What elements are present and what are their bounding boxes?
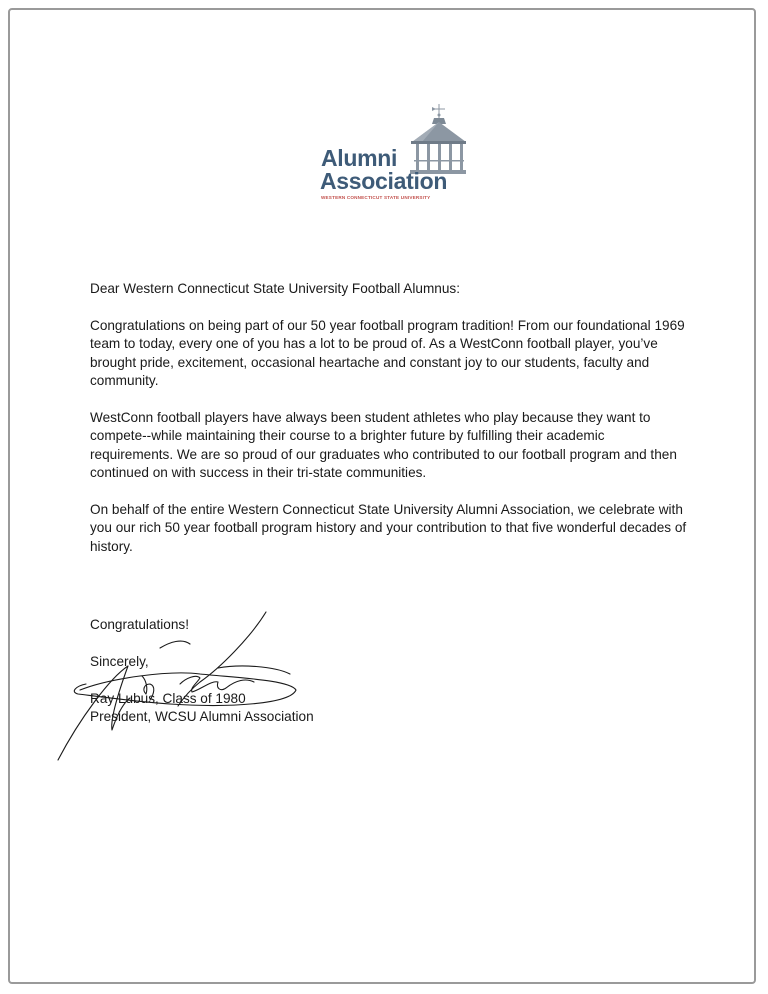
paragraph-1: Congratulations on being part of our 50 year football program tradition! From our foundational 1969 team to today, every one of you has a lot to be proud of. As a WestConn football player, you’ve brought pride, excitement, occasional heartache and constant joy to our students, faculty and community.: [90, 317, 685, 389]
paragraph-2: WestConn football players have always been student athletes who play because they want to compete--while maintaining their course to a brighter future by fulfilling their academic requirements. We are so proud of our graduates who contributed to our football program and then continued on with success in their tri-state communities.: [90, 409, 677, 481]
closing-sincerely: Sincerely,: [90, 653, 149, 669]
gazebo-icon: [408, 104, 466, 174]
salutation: Dear Western Connecticut State University Football Alumnus:: [90, 281, 460, 296]
signer-title: President, WCSU Alumni Association: [90, 709, 314, 724]
letter-page: [8, 8, 756, 984]
logo-word-association: Association: [320, 168, 448, 194]
signer-name: Ray Lubus, Class of 1980: [90, 690, 246, 706]
paragraph-3: On behalf of the entire Western Connecticut State University Alumni Association, we celebrate with you our rich 50 year football program history and your contribution to that five wonderful decades of history.: [90, 501, 687, 554]
alumni-association-logo: [312, 102, 472, 206]
logo-word-alumni: Alumni: [321, 145, 398, 171]
logo-subtitle: WESTERN CONNECTICUT STATE UNIVERSITY: [321, 195, 431, 200]
letter-body: [90, 280, 690, 574]
letter-closing: [90, 616, 314, 726]
closing-congratulations: Congratulations!: [90, 617, 189, 632]
